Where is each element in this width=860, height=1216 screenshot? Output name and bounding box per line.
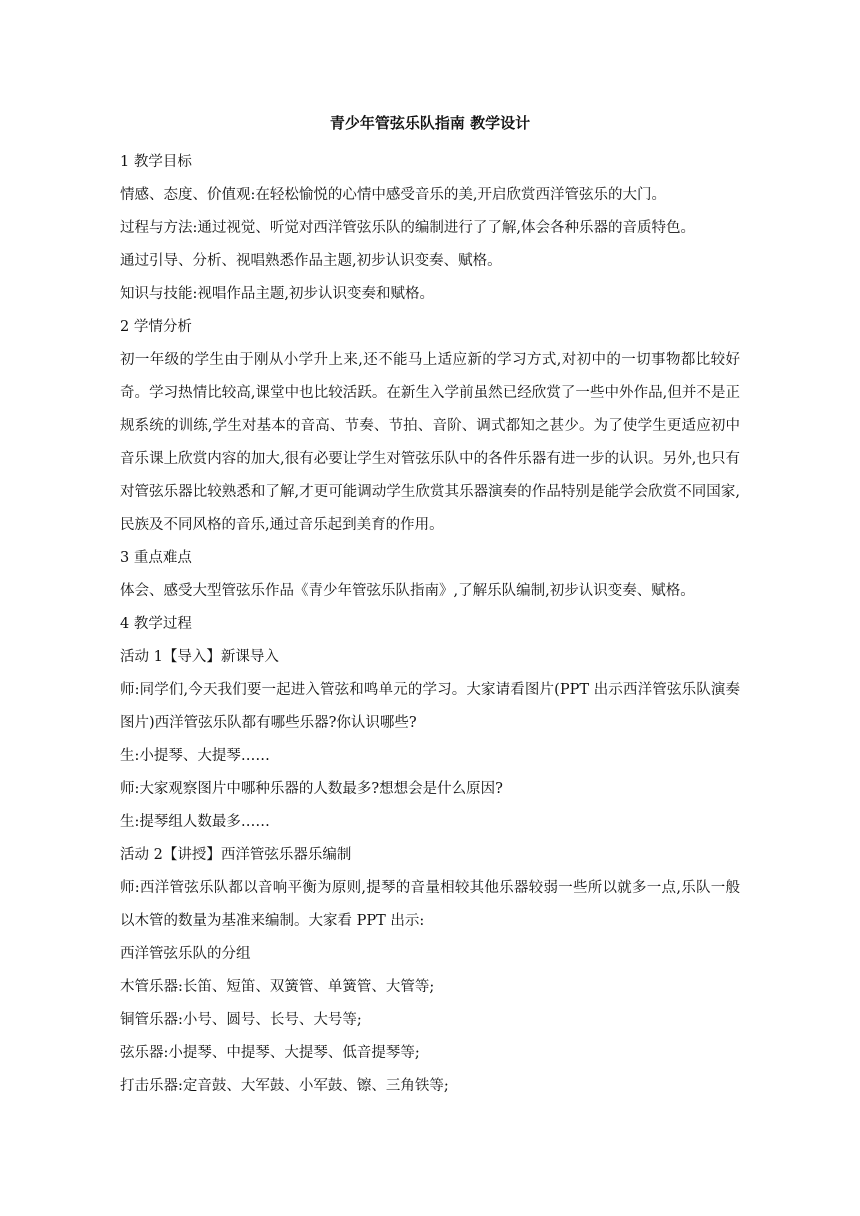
- paragraph-knowledge-skills: 知识与技能:视唱作品主题,初步认识变奏和赋格。: [120, 286, 434, 302]
- list-item-percussion: 打击乐器:定音鼓、大军鼓、小军鼓、镲、三角铁等;: [120, 1078, 449, 1094]
- activity-1-heading: 活动 1【导入】新课导入: [120, 649, 279, 665]
- dialogue-teacher-2: 师:大家观察图片中哪种乐器的人数最多?想想会是什么原因?: [120, 781, 503, 797]
- paragraph-learner-analysis: 初一年级的学生由于刚从小学升上来,还不能马上适应新的学习方式,对初中的一切事物都比较好奇。学习热情比较高,课堂中也比较活跃。在新生入学前虽然已经欣赏了一些中外作品,但并不是正规系统的训练,学生对基本的音高、节奏、节拍、音阶、调式都知之甚少。为了使学生更适应初中音乐课上欣赏内容的加大,很有必要让学生对管弦乐队中的各件乐器有进一步的认识。另外,也只有对管弦乐器比较熟悉和了解,才更可能调动学生欣赏其乐器演奏的作品特别是能学会欣赏不同国家,民族及不同风格的音乐,通过音乐起到美育的作用。: [120, 352, 740, 533]
- paragraph-guidance: 通过引导、分析、视唱熟悉作品主题,初步认识变奏、赋格。: [120, 253, 502, 269]
- orchestra-groups-heading: 西洋管弦乐队的分组: [120, 946, 251, 962]
- dialogue-student-1: 生:小提琴、大提琴……: [120, 748, 270, 764]
- list-item-woodwinds: 木管乐器:长笛、短笛、双簧管、单簧管、大管等;: [120, 979, 435, 995]
- paragraph-key-points: 体会、感受大型管弦乐作品《青少年管弦乐队指南》,了解乐队编制,初步认识变奏、赋格。: [120, 583, 695, 599]
- paragraph-emotion-goal: 情感、态度、价值观:在轻松愉悦的心情中感受音乐的美,开启欣赏西洋管弦乐的大门。: [120, 187, 666, 203]
- section-heading-teaching-process: 4 教学过程: [120, 616, 192, 632]
- paragraph-process-method: 过程与方法:通过视觉、听觉对西洋管弦乐队的编制进行了了解,体会各种乐器的音质特色。: [120, 220, 695, 236]
- section-heading-objectives: 1 教学目标: [120, 154, 192, 170]
- dialogue-teacher-1: 师:同学们,今天我们要一起进入管弦和鸣单元的学习。大家请看图片(PPT 出示西洋管弦乐队演奏图片)西洋管弦乐队都有哪些乐器?你认识哪些?: [120, 682, 740, 731]
- dialogue-teacher-3: 师:西洋管弦乐队都以音响平衡为原则,提琴的音量相较其他乐器较弱一些所以就多一点,乐队一般以木管的数量为基准来编制。大家看 PPT 出示:: [120, 880, 740, 929]
- document-body: [120, 110, 740, 1103]
- document-title: 青少年管弦乐队指南 教学设计: [329, 114, 531, 132]
- list-item-strings: 弦乐器:小提琴、中提琴、大提琴、低音提琴等;: [120, 1045, 420, 1061]
- list-item-brass: 铜管乐器:小号、圆号、长号、大号等;: [120, 1012, 362, 1028]
- activity-2-heading: 活动 2【讲授】西洋管弦乐器乐编制: [120, 847, 352, 863]
- dialogue-student-2: 生:提琴组人数最多……: [120, 814, 270, 830]
- section-heading-key-points: 3 重点难点: [120, 550, 192, 566]
- section-heading-learner-analysis: 2 学情分析: [120, 319, 192, 335]
